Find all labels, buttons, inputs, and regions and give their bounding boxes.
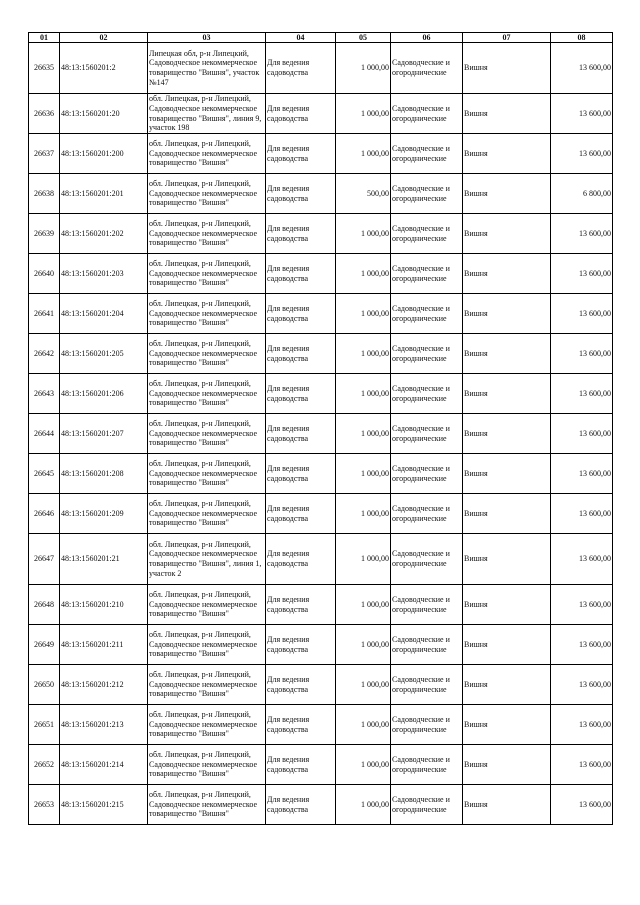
record-number-cell: 26643 — [29, 374, 60, 414]
address-cell: обл. Липецкая, р-н Липецкий, Садоводческое некоммерческое товарищество "Вишня" — [148, 134, 266, 174]
land-category-cell: Садоводческие и огороднические — [391, 294, 463, 334]
cadastral-value-cell: 13 600,00 — [551, 374, 613, 414]
society-name-cell: Вишня — [463, 294, 551, 334]
table-row — [29, 134, 613, 174]
permitted-use-cell: Для ведения садоводства — [266, 94, 336, 134]
cadastral-number-cell: 48:13:1560201:212 — [60, 665, 148, 705]
cadastral-value-cell: 13 600,00 — [551, 665, 613, 705]
cadastral-number-cell: 48:13:1560201:200 — [60, 134, 148, 174]
cadastral-number-cell: 48:13:1560201:21 — [60, 534, 148, 585]
permitted-use-cell: Для ведения садоводства — [266, 214, 336, 254]
address-cell: обл. Липецкая, р-н Липецкий, Садоводческое некоммерческое товарищество "Вишня" — [148, 214, 266, 254]
area-cell: 1 000,00 — [336, 254, 391, 294]
cadastral-value-cell: 13 600,00 — [551, 705, 613, 745]
address-cell: обл. Липецкая, р-н Липецкий, Садоводческое некоммерческое товарищество "Вишня" — [148, 174, 266, 214]
society-name-cell: Вишня — [463, 454, 551, 494]
record-number-cell: 26640 — [29, 254, 60, 294]
land-category-cell: Садоводческие и огороднические — [391, 94, 463, 134]
record-number-cell: 26638 — [29, 174, 60, 214]
cadastral-value-cell: 13 600,00 — [551, 414, 613, 454]
address-cell: обл. Липецкая, р-н Липецкий, Садоводческое некоммерческое товарищество "Вишня" — [148, 625, 266, 665]
cadastral-number-cell: 48:13:1560201:210 — [60, 585, 148, 625]
society-name-cell: Вишня — [463, 745, 551, 785]
table-row — [29, 43, 613, 94]
address-cell: обл. Липецкая, р-н Липецкий, Садоводческое некоммерческое товарищество "Вишня" — [148, 414, 266, 454]
address-cell: обл. Липецкая, р-н Липецкий, Садоводческое некоммерческое товарищество "Вишня", линия 1, участок 2 — [148, 534, 266, 585]
record-number-cell: 26642 — [29, 334, 60, 374]
table-row — [29, 534, 613, 585]
record-number-cell: 26649 — [29, 625, 60, 665]
permitted-use-cell: Для ведения садоводства — [266, 134, 336, 174]
society-name-cell: Вишня — [463, 414, 551, 454]
area-cell: 1 000,00 — [336, 374, 391, 414]
society-name-cell: Вишня — [463, 334, 551, 374]
permitted-use-cell: Для ведения садоводства — [266, 43, 336, 94]
permitted-use-cell: Для ведения садоводства — [266, 174, 336, 214]
permitted-use-cell: Для ведения садоводства — [266, 454, 336, 494]
table-row — [29, 665, 613, 705]
address-cell: обл. Липецкая, р-н Липецкий, Садоводческое некоммерческое товарищество "Вишня" — [148, 785, 266, 825]
society-name-cell: Вишня — [463, 134, 551, 174]
land-category-cell: Садоводческие и огороднические — [391, 43, 463, 94]
permitted-use-cell: Для ведения садоводства — [266, 334, 336, 374]
cadastral-value-cell: 13 600,00 — [551, 134, 613, 174]
table-row — [29, 214, 613, 254]
cadastral-number-cell: 48:13:1560201:208 — [60, 454, 148, 494]
record-number-cell: 26639 — [29, 214, 60, 254]
cadastral-number-cell: 48:13:1560201:203 — [60, 254, 148, 294]
cadastral-number-cell: 48:13:1560201:205 — [60, 334, 148, 374]
society-name-cell: Вишня — [463, 705, 551, 745]
society-name-cell: Вишня — [463, 94, 551, 134]
area-cell: 1 000,00 — [336, 665, 391, 705]
cadastral-number-cell: 48:13:1560201:211 — [60, 625, 148, 665]
land-category-cell: Садоводческие и огороднические — [391, 334, 463, 374]
header-col-02: 02 — [60, 33, 148, 43]
land-category-cell: Садоводческие и огороднические — [391, 414, 463, 454]
cadastral-value-cell: 13 600,00 — [551, 334, 613, 374]
cadastral-value-cell: 13 600,00 — [551, 454, 613, 494]
land-category-cell: Садоводческие и огороднические — [391, 134, 463, 174]
address-cell: обл. Липецкая, р-н Липецкий, Садоводческое некоммерческое товарищество "Вишня" — [148, 665, 266, 705]
area-cell: 1 000,00 — [336, 134, 391, 174]
header-col-06: 06 — [391, 33, 463, 43]
cadastral-value-cell: 13 600,00 — [551, 294, 613, 334]
header-col-01: 01 — [29, 33, 60, 43]
land-category-cell: Садоводческие и огороднические — [391, 534, 463, 585]
land-category-cell: Садоводческие и огороднические — [391, 665, 463, 705]
society-name-cell: Вишня — [463, 43, 551, 94]
table-row — [29, 494, 613, 534]
cadastral-number-cell: 48:13:1560201:209 — [60, 494, 148, 534]
record-number-cell: 26646 — [29, 494, 60, 534]
cadastral-number-cell: 48:13:1560201:204 — [60, 294, 148, 334]
record-number-cell: 26636 — [29, 94, 60, 134]
address-cell: обл. Липецкая, р-н Липецкий, Садоводческое некоммерческое товарищество "Вишня" — [148, 454, 266, 494]
permitted-use-cell: Для ведения садоводства — [266, 625, 336, 665]
record-number-cell: 26641 — [29, 294, 60, 334]
table-row — [29, 334, 613, 374]
area-cell: 1 000,00 — [336, 43, 391, 94]
permitted-use-cell: Для ведения садоводства — [266, 494, 336, 534]
area-cell: 1 000,00 — [336, 94, 391, 134]
table-row — [29, 705, 613, 745]
cadastral-number-cell: 48:13:1560201:213 — [60, 705, 148, 745]
record-number-cell: 26647 — [29, 534, 60, 585]
cadastral-number-cell: 48:13:1560201:214 — [60, 745, 148, 785]
record-number-cell: 26653 — [29, 785, 60, 825]
society-name-cell: Вишня — [463, 585, 551, 625]
society-name-cell: Вишня — [463, 214, 551, 254]
land-category-cell: Садоводческие и огороднические — [391, 174, 463, 214]
address-cell: обл. Липецкая, р-н Липецкий, Садоводческое некоммерческое товарищество "Вишня" — [148, 745, 266, 785]
area-cell: 1 000,00 — [336, 454, 391, 494]
cadastral-number-cell: 48:13:1560201:215 — [60, 785, 148, 825]
land-category-cell: Садоводческие и огороднические — [391, 254, 463, 294]
record-number-cell: 26652 — [29, 745, 60, 785]
area-cell: 1 000,00 — [336, 785, 391, 825]
land-category-cell: Садоводческие и огороднические — [391, 214, 463, 254]
land-category-cell: Садоводческие и огороднические — [391, 454, 463, 494]
table-row — [29, 745, 613, 785]
table-body — [29, 43, 613, 825]
permitted-use-cell: Для ведения садоводства — [266, 534, 336, 585]
address-cell: обл. Липецкая, р-н Липецкий, Садоводческое некоммерческое товарищество "Вишня" — [148, 374, 266, 414]
header-col-05: 05 — [336, 33, 391, 43]
address-cell: обл. Липецкая, р-н Липецкий, Садоводческое некоммерческое товарищество "Вишня", линия 9, участок 198 — [148, 94, 266, 134]
society-name-cell: Вишня — [463, 665, 551, 705]
cadastral-value-cell: 13 600,00 — [551, 43, 613, 94]
permitted-use-cell: Для ведения садоводства — [266, 585, 336, 625]
cadastral-number-cell: 48:13:1560201:2 — [60, 43, 148, 94]
area-cell: 1 000,00 — [336, 334, 391, 374]
record-number-cell: 26648 — [29, 585, 60, 625]
table-row — [29, 785, 613, 825]
cadastral-value-cell: 6 800,00 — [551, 174, 613, 214]
cadastral-number-cell: 48:13:1560201:202 — [60, 214, 148, 254]
society-name-cell: Вишня — [463, 494, 551, 534]
address-cell: обл. Липецкая, р-н Липецкий, Садоводческое некоммерческое товарищество "Вишня" — [148, 494, 266, 534]
address-cell: Липецкая обл, р-н Липецкий, Садоводческое некоммерческое товарищество "Вишня", участок №147 — [148, 43, 266, 94]
area-cell: 1 000,00 — [336, 534, 391, 585]
area-cell: 500,00 — [336, 174, 391, 214]
table-row — [29, 254, 613, 294]
area-cell: 1 000,00 — [336, 705, 391, 745]
permitted-use-cell: Для ведения садоводства — [266, 785, 336, 825]
society-name-cell: Вишня — [463, 374, 551, 414]
area-cell: 1 000,00 — [336, 294, 391, 334]
header-row — [29, 33, 613, 43]
area-cell: 1 000,00 — [336, 625, 391, 665]
cadastral-value-cell: 13 600,00 — [551, 494, 613, 534]
table-row — [29, 374, 613, 414]
permitted-use-cell: Для ведения садоводства — [266, 414, 336, 454]
record-number-cell: 26637 — [29, 134, 60, 174]
area-cell: 1 000,00 — [336, 214, 391, 254]
cadastral-value-cell: 13 600,00 — [551, 625, 613, 665]
header-col-03: 03 — [148, 33, 266, 43]
record-number-cell: 26650 — [29, 665, 60, 705]
address-cell: обл. Липецкая, р-н Липецкий, Садоводческое некоммерческое товарищество "Вишня" — [148, 334, 266, 374]
permitted-use-cell: Для ведения садоводства — [266, 665, 336, 705]
society-name-cell: Вишня — [463, 174, 551, 214]
address-cell: обл. Липецкая, р-н Липецкий, Садоводческое некоммерческое товарищество "Вишня" — [148, 254, 266, 294]
permitted-use-cell: Для ведения садоводства — [266, 705, 336, 745]
cadastral-number-cell: 48:13:1560201:206 — [60, 374, 148, 414]
cadastral-value-cell: 13 600,00 — [551, 534, 613, 585]
address-cell: обл. Липецкая, р-н Липецкий, Садоводческое некоммерческое товарищество "Вишня" — [148, 585, 266, 625]
header-col-07: 07 — [463, 33, 551, 43]
record-number-cell: 26645 — [29, 454, 60, 494]
header-col-04: 04 — [266, 33, 336, 43]
table-row — [29, 94, 613, 134]
area-cell: 1 000,00 — [336, 745, 391, 785]
land-category-cell: Садоводческие и огороднические — [391, 625, 463, 665]
area-cell: 1 000,00 — [336, 494, 391, 534]
table-row — [29, 174, 613, 214]
table-row — [29, 294, 613, 334]
permitted-use-cell: Для ведения садоводства — [266, 374, 336, 414]
record-number-cell: 26651 — [29, 705, 60, 745]
table-row — [29, 585, 613, 625]
land-category-cell: Садоводческие и огороднические — [391, 585, 463, 625]
land-category-cell: Садоводческие и огороднические — [391, 494, 463, 534]
permitted-use-cell: Для ведения садоводства — [266, 294, 336, 334]
society-name-cell: Вишня — [463, 534, 551, 585]
address-cell: обл. Липецкая, р-н Липецкий, Садоводческое некоммерческое товарищество "Вишня" — [148, 705, 266, 745]
table-row — [29, 625, 613, 665]
permitted-use-cell: Для ведения садоводства — [266, 745, 336, 785]
land-category-cell: Садоводческие и огороднические — [391, 745, 463, 785]
table-row — [29, 454, 613, 494]
cadastral-value-cell: 13 600,00 — [551, 214, 613, 254]
cadastral-value-cell: 13 600,00 — [551, 745, 613, 785]
record-number-cell: 26635 — [29, 43, 60, 94]
land-category-cell: Садоводческие и огороднические — [391, 785, 463, 825]
cadastral-value-cell: 13 600,00 — [551, 585, 613, 625]
table-row — [29, 414, 613, 454]
header-col-08: 08 — [551, 33, 613, 43]
record-number-cell: 26644 — [29, 414, 60, 454]
cadastral-value-cell: 13 600,00 — [551, 785, 613, 825]
permitted-use-cell: Для ведения садоводства — [266, 254, 336, 294]
society-name-cell: Вишня — [463, 254, 551, 294]
address-cell: обл. Липецкая, р-н Липецкий, Садоводческое некоммерческое товарищество "Вишня" — [148, 294, 266, 334]
cadastral-value-cell: 13 600,00 — [551, 254, 613, 294]
land-category-cell: Садоводческие и огороднические — [391, 374, 463, 414]
land-category-cell: Садоводческие и огороднические — [391, 705, 463, 745]
society-name-cell: Вишня — [463, 625, 551, 665]
area-cell: 1 000,00 — [336, 585, 391, 625]
area-cell: 1 000,00 — [336, 414, 391, 454]
cadastral-number-cell: 48:13:1560201:201 — [60, 174, 148, 214]
land-registry-table — [28, 32, 613, 825]
cadastral-number-cell: 48:13:1560201:20 — [60, 94, 148, 134]
cadastral-value-cell: 13 600,00 — [551, 94, 613, 134]
society-name-cell: Вишня — [463, 785, 551, 825]
cadastral-number-cell: 48:13:1560201:207 — [60, 414, 148, 454]
